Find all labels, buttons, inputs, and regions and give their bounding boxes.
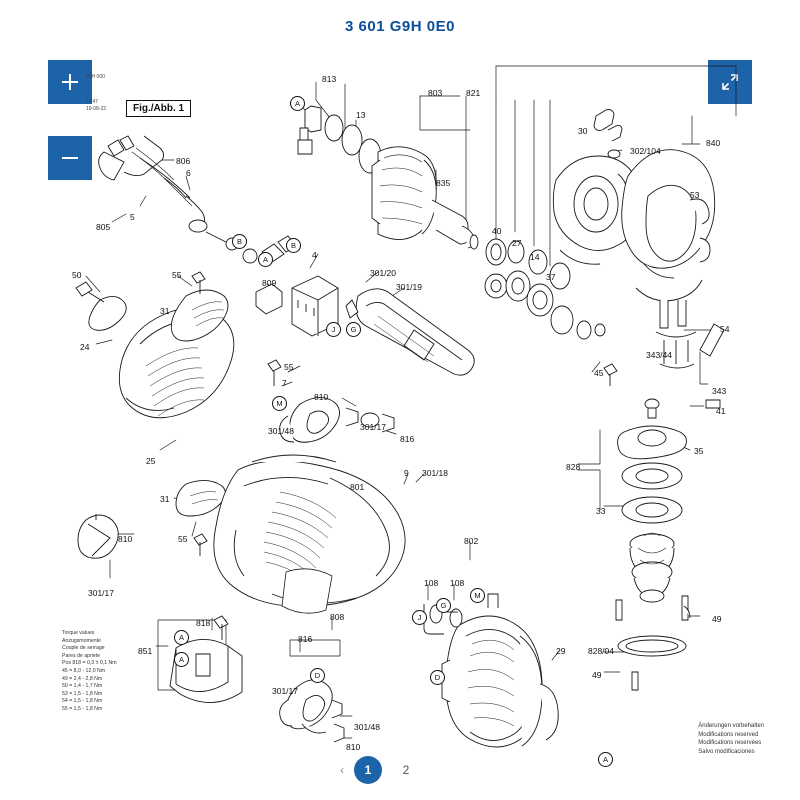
part-number-label: 816: [400, 434, 415, 444]
callout-marker: D: [430, 670, 445, 685]
part-number-label: 828: [566, 462, 581, 472]
callout-marker: M: [470, 588, 485, 603]
part-number-label: 801: [350, 482, 365, 492]
part-number-label: 821: [466, 88, 481, 98]
callout-marker: A: [258, 252, 273, 267]
legal-line-1: Modifications reserved: [698, 731, 759, 738]
part-number-label: 805: [96, 222, 111, 232]
part-number-label: 301/17: [272, 686, 298, 696]
torque-row-3: 50 = 1,4 - 1,7 Nm: [62, 683, 103, 690]
part-number-label: 29: [556, 646, 566, 656]
part-number-label: 828/04: [588, 646, 614, 656]
part-number-label: 41: [716, 406, 726, 416]
part-number-label: 301/48: [354, 722, 380, 732]
torque-header-0: Torque values: [62, 630, 95, 636]
part-number-label: 301/18: [422, 468, 448, 478]
torque-row-2: 49 = 2,4 - 2,8 Nm: [62, 675, 103, 682]
part-number-label: 809: [262, 278, 277, 288]
callout-marker: A: [598, 752, 613, 767]
torque-row-5: 54 = 1,5 - 1,8 Nm: [62, 698, 103, 705]
part-number-label: 816: [298, 634, 313, 644]
part-number-label: 301/17: [88, 588, 114, 598]
part-number-label: 803: [428, 88, 443, 98]
part-number-label: 35: [694, 446, 704, 456]
part-number-label: 49: [712, 614, 722, 624]
callout-marker: A: [290, 96, 305, 111]
part-number-label: 50: [72, 270, 82, 280]
part-number-label: 13: [356, 110, 366, 120]
part-number-label: 5: [130, 212, 135, 222]
torque-row-4: 53 = 1,5 - 1,8 Nm: [62, 690, 103, 697]
part-number-label: 33: [596, 506, 606, 516]
part-number-label: 808: [330, 612, 345, 622]
part-number-label: 55: [284, 362, 294, 372]
part-number-label: 810: [346, 742, 361, 752]
part-number-label: 301/19: [396, 282, 422, 292]
part-number-label: 810: [314, 392, 329, 402]
part-number-label: 302/104: [630, 146, 661, 156]
part-number-label: 835: [436, 178, 451, 188]
part-number-label: 343/44: [646, 350, 672, 360]
part-number-label: 810: [118, 534, 133, 544]
part-number-label: 813: [322, 74, 337, 84]
page-title: 3 601 G9H 0E0: [345, 18, 455, 35]
part-number-label: 45: [594, 368, 604, 378]
part-number-label: 108: [424, 578, 439, 588]
callout-marker: D: [310, 668, 325, 683]
torque-row-6: 55 = 1,5 - 1,8 Nm: [62, 705, 103, 712]
callout-marker: A: [174, 652, 189, 667]
meta-line-1: 1H47: [86, 99, 98, 105]
figure-label: Fig./Abb. 1: [126, 100, 191, 117]
callout-marker: G: [436, 598, 451, 613]
part-number-label: 9: [404, 468, 409, 478]
meta-line-2: 19-08-22: [86, 106, 107, 112]
part-number-label: 14: [530, 252, 540, 262]
callout-marker: B: [232, 234, 247, 249]
part-number-label: 851: [138, 646, 153, 656]
part-number-label: 4: [312, 250, 317, 260]
part-number-label: 343: [712, 386, 727, 396]
part-number-label: 7: [282, 378, 287, 388]
part-number-label: 54: [720, 324, 730, 334]
callout-marker: A: [174, 630, 189, 645]
part-number-label: 27: [512, 238, 522, 248]
torque-header-2: Couple de serrage: [62, 645, 105, 652]
part-number-label: 31: [160, 306, 170, 316]
callout-marker: M: [272, 396, 287, 411]
part-number-label: 31: [160, 494, 170, 504]
torque-header-1: Anzugsmomente: [62, 637, 101, 644]
part-number-label: 6: [186, 168, 191, 178]
part-number-label: 301/17: [360, 422, 386, 432]
part-number-label: 108: [450, 578, 465, 588]
callout-marker: J: [412, 610, 427, 625]
torque-header-3: Pares de apriete: [62, 652, 101, 659]
part-number-label: 25: [146, 456, 156, 466]
legal-line-3: Salvo modificaciones: [698, 748, 755, 755]
part-number-label: 802: [464, 536, 479, 546]
part-number-label: 55: [172, 270, 182, 280]
callout-marker: G: [346, 322, 361, 337]
meta-line-0: 99H 000: [86, 74, 105, 80]
pager-prev-button[interactable]: ‹: [340, 763, 344, 777]
pager-page-2[interactable]: 2: [402, 763, 410, 777]
part-number-label: 806: [176, 156, 191, 166]
part-number-label: 40: [492, 226, 502, 236]
part-number-label: 818: [196, 618, 211, 628]
legal-line-0: Änderungen vorbehalten: [698, 723, 764, 729]
part-number-label: 301/20: [370, 268, 396, 278]
part-number-label: 49: [592, 670, 602, 680]
part-number-label: 53: [690, 190, 700, 200]
part-number-label: 30: [578, 126, 588, 136]
part-number-label: 55: [178, 534, 188, 544]
pager-page-1[interactable]: 1: [354, 756, 382, 784]
part-number-label: 37: [546, 272, 556, 282]
part-number-label: 24: [80, 342, 90, 352]
part-number-label: 301/48: [268, 426, 294, 436]
callout-marker: B: [286, 238, 301, 253]
callout-marker: J: [326, 322, 341, 337]
legal-line-2: Modifications reservées: [698, 740, 762, 746]
torque-row-1: 45 = 8,0 - 12,0 Nm: [62, 667, 106, 674]
part-number-label: 840: [706, 138, 721, 148]
torque-row-0: Pos 818 = 0,3 ± 0,1 Nm: [62, 660, 117, 667]
